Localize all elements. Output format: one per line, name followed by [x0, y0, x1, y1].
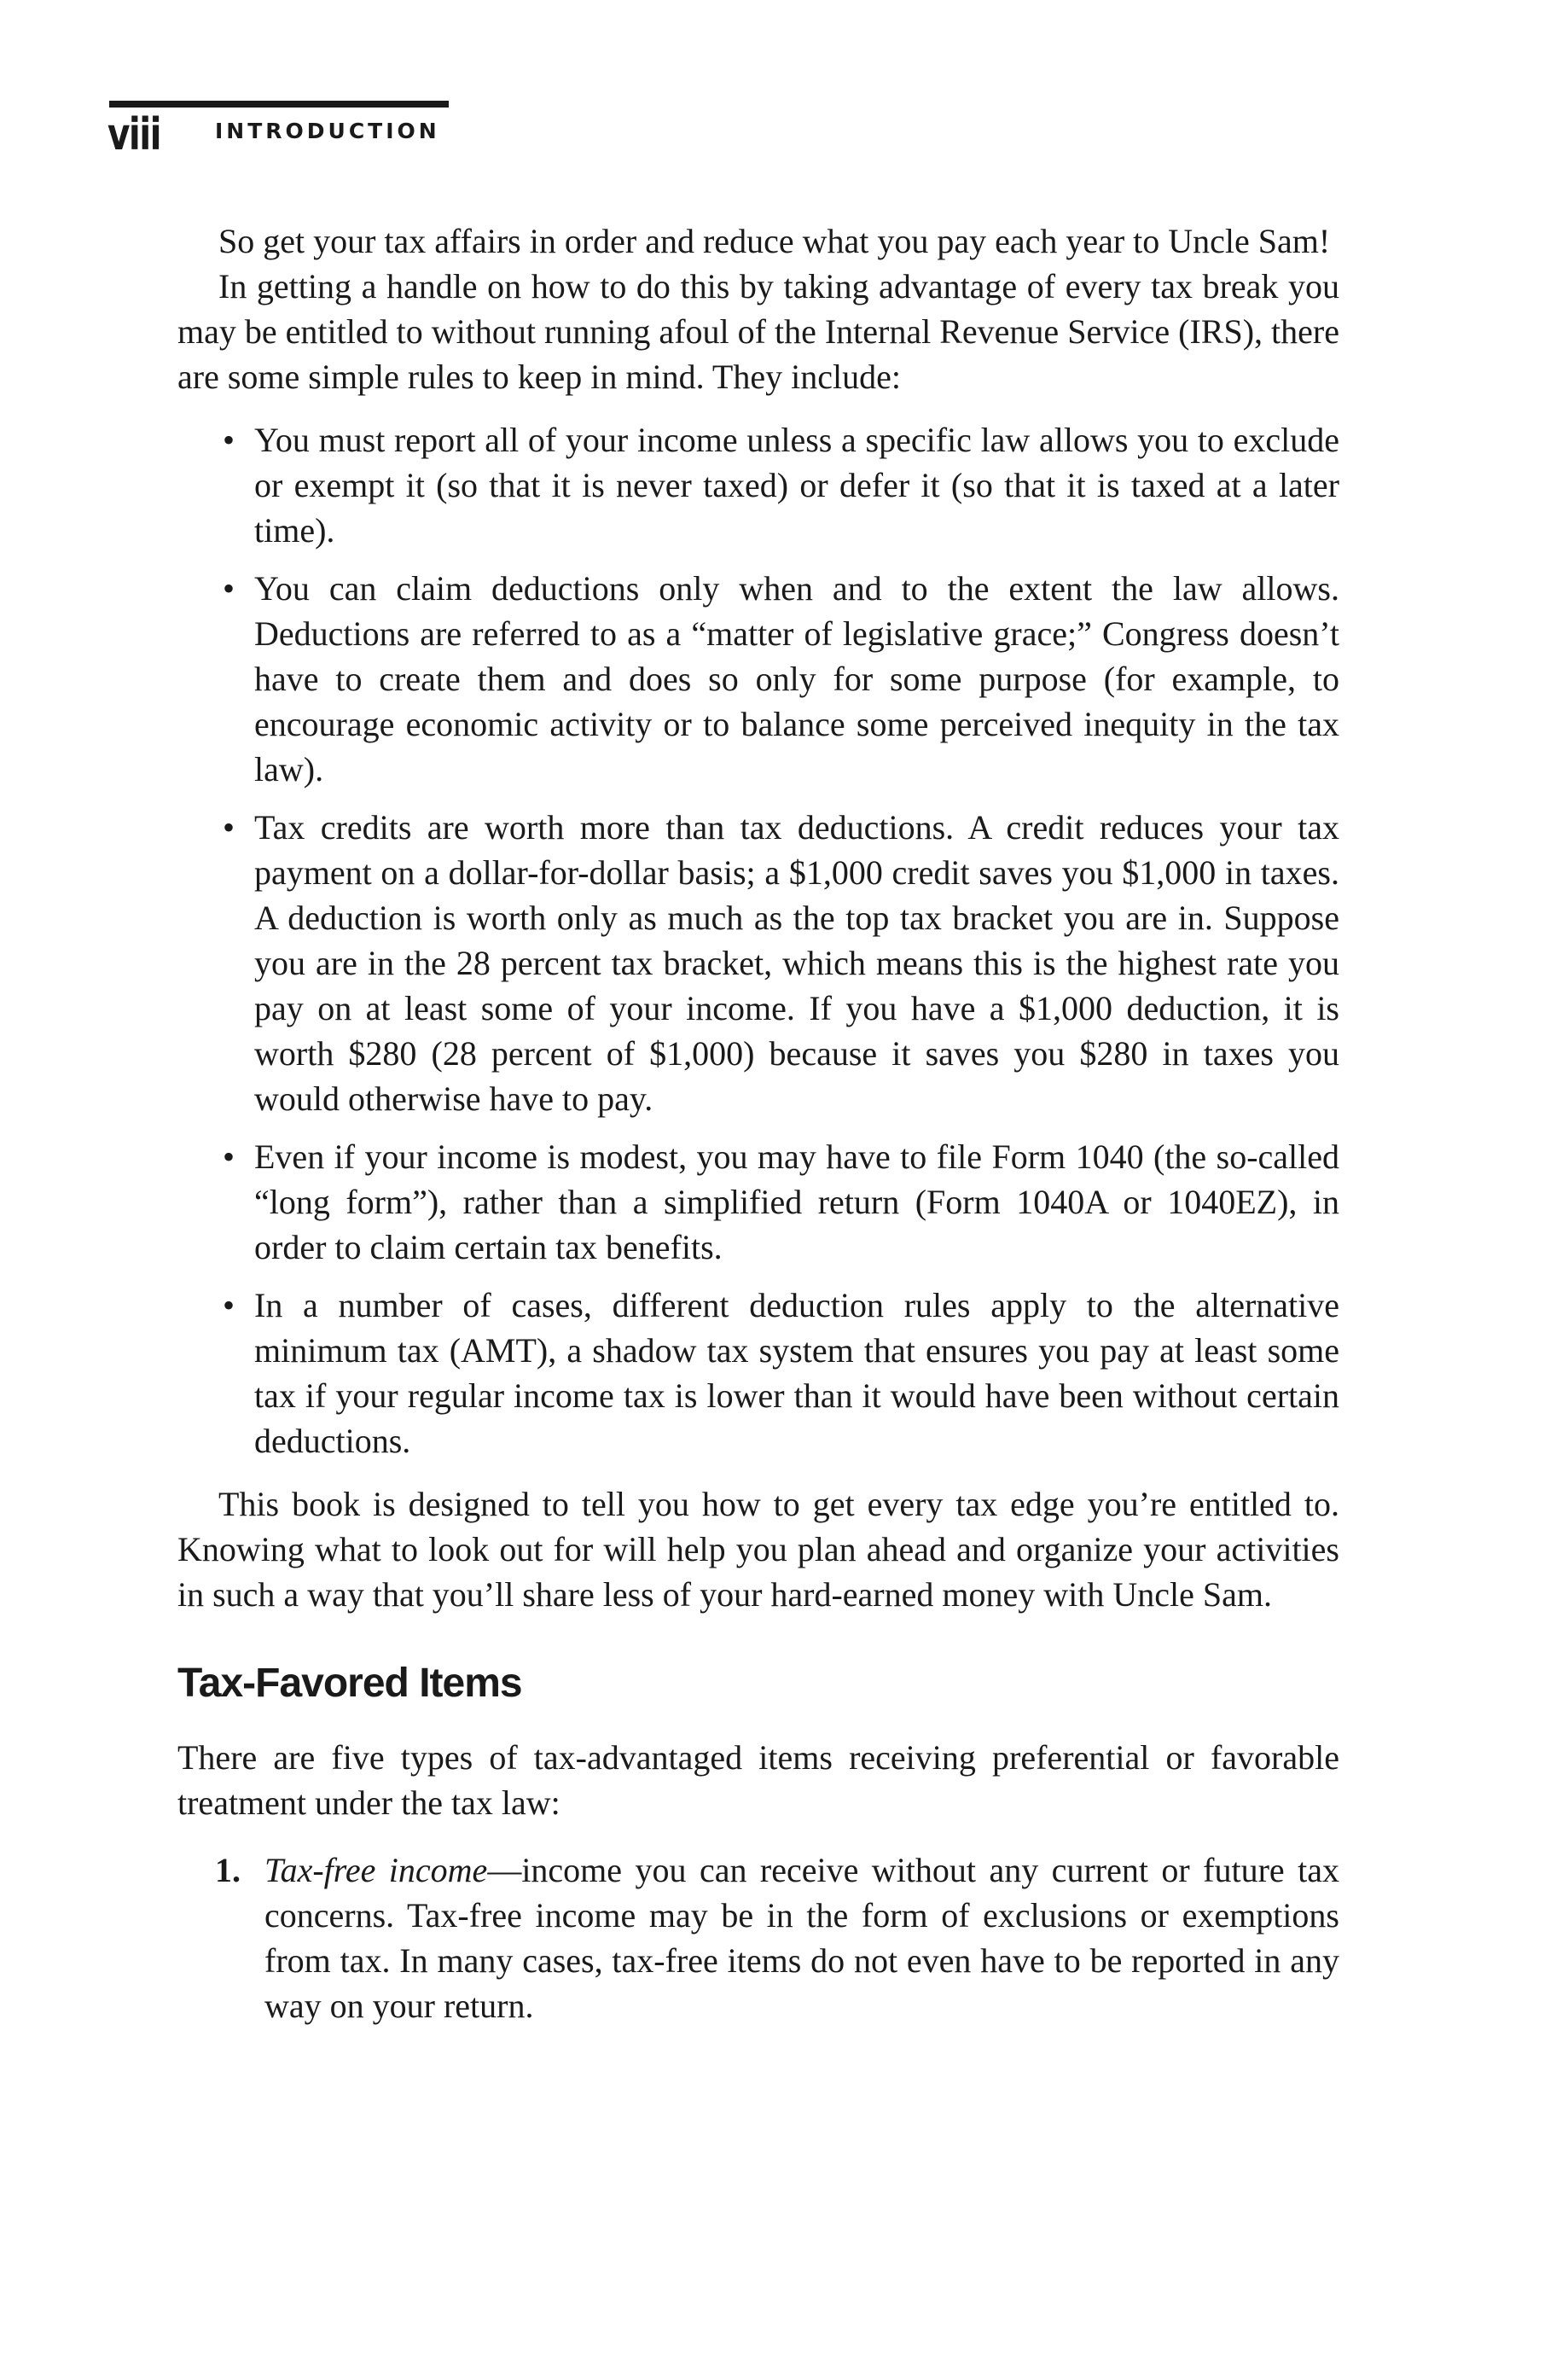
list-item — [177, 1134, 1339, 1270]
paragraph-rules-lead: In getting a handle on how to do this by taking advantage of every tax break you may be entitled to without running afoul of the Internal Revenue Service (IRS), there are some simple rules to keep in mind. They include: — [177, 267, 1339, 396]
header-rule — [109, 101, 449, 108]
tax-favored-items-list — [177, 1847, 1339, 2028]
list-item-text: You can claim deductions only when and to the extent the law allows. Deductions are referred to as a “matter of legislative grace;” Congress doesn’t have to create them and does so only for some purpose (for example, to encourage economic activity or to balance some perceived inequity in the tax law). — [254, 569, 1339, 788]
list-item-text: In a number of cases, different deduction rules apply to the alternative minimum tax (AMT), a shadow tax system that ensures you pay at least some tax if your regular income tax is lower than it would have been without certain deductions. — [254, 1286, 1339, 1460]
list-item — [177, 1283, 1339, 1463]
item-description: —income you can receive without any current or future tax concerns. Tax-free income may be in the form of exclusions or exemptions from tax. In many cases, tax-free items do not even have to be reported in any way on your return. — [264, 1851, 1339, 2025]
bullet-icon: • — [222, 808, 235, 847]
bullet-icon: • — [222, 1286, 235, 1324]
list-item-text: Tax credits are worth more than tax deductions. A credit reduces your tax payment on a dollar-for-dollar basis; a $1,000 credit saves you $1,000 in taxes. A deduction is worth only as much as the top tax bracket you are in. Suppose you are in the 28 percent tax bracket, which means this is the highest rate you pay on at least some of your income. If you have a $1,000 deduction, it is worth $280 (28 percent of $1,000) because it saves you $280 in taxes you would otherwise have to pay. — [254, 808, 1339, 1118]
page-number: viii — [107, 109, 160, 160]
section-intro: There are five types of tax-advantaged items receiving preferential or favorable treatment under the tax law: — [177, 1738, 1339, 1822]
numbered-item — [177, 1847, 1339, 2028]
paragraph-book-purpose: This book is designed to tell you how to get every tax edge you’re entitled to. Knowing what to look out for will help you plan ahead and organize your activities in such a way that you’ll share less of your hard-earned money with Uncle Sam. — [177, 1485, 1339, 1614]
list-item — [177, 805, 1339, 1121]
bullet-icon: • — [222, 569, 235, 608]
page-body — [177, 218, 1339, 2028]
rules-list — [177, 417, 1339, 1463]
list-item-text: You must report all of your income unless a specific law allows you to exclude or exempt it (so that it is never taxed) or defer it (so that it is taxed at a later time). — [254, 421, 1339, 550]
item-term: Tax-free income — [264, 1851, 488, 1889]
item-number: 1. — [215, 1851, 241, 1889]
list-item — [177, 417, 1339, 553]
paragraph-intro: So get your tax affairs in order and reduce what you pay each year to Uncle Sam! — [218, 222, 1331, 260]
list-item-text: Even if your income is modest, you may have to file Form 1040 (the so-called “long form”), rather than a simplified return (Form 1040A or 1040EZ), in order to claim certain tax benefits. — [254, 1137, 1339, 1266]
list-item — [177, 566, 1339, 792]
bullet-icon: • — [222, 1137, 235, 1176]
section-heading: Tax-Favored Items — [177, 1661, 522, 1706]
bullet-icon: • — [222, 421, 235, 459]
running-head: INTRODUCTION — [215, 119, 440, 143]
